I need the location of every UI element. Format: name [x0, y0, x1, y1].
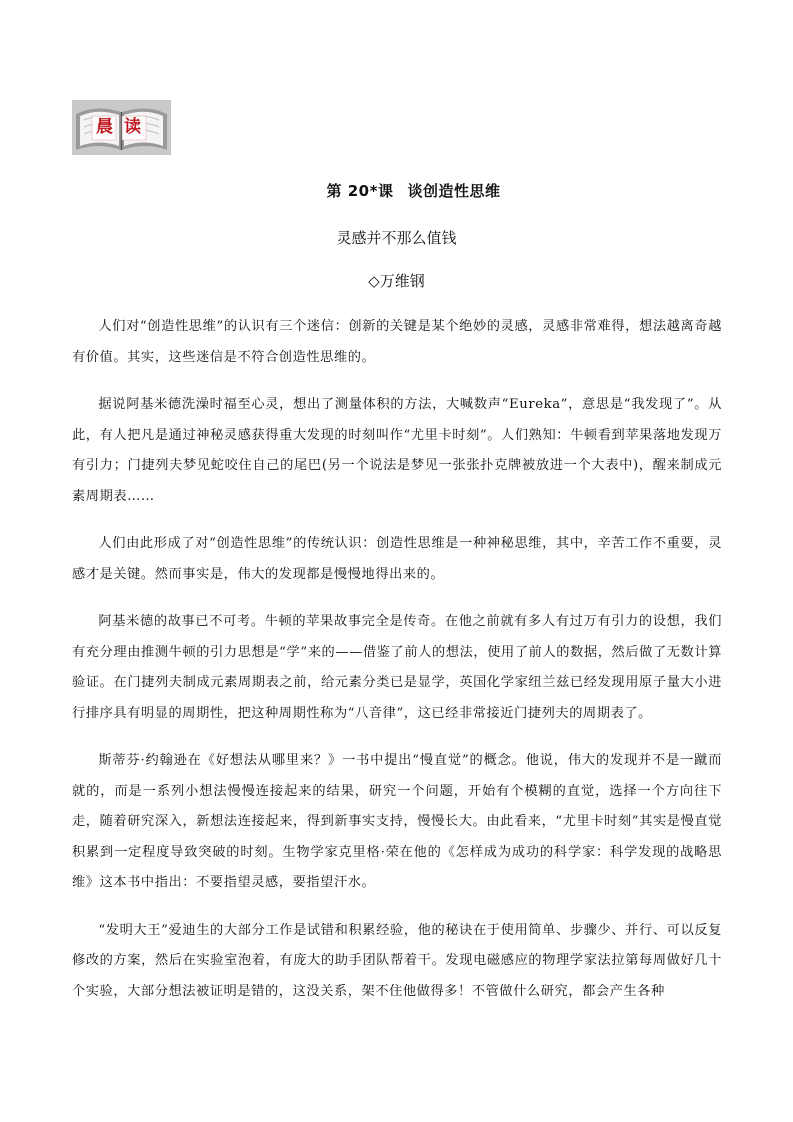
- logo-char-du: 读: [124, 117, 141, 137]
- article-author: ◇万维钢: [368, 272, 425, 290]
- paragraph-1: 人们对“创造性思维”的认识有三个迷信：创新的关键是某个绝妙的灵感，灵感非常难得，想法越离奇越有价值。其实，这些迷信是不符合创造性思维的。: [72, 319, 722, 365]
- open-book-icon: [72, 100, 171, 155]
- lesson-title: [0, 180, 793, 201]
- article-subtitle: 灵感并不那么值钱: [336, 229, 457, 247]
- lesson-name: 谈创造性思维: [407, 182, 501, 200]
- article-body: [72, 312, 722, 1024]
- chendu-logo: [72, 100, 171, 155]
- paragraph-2: 据说阿基米德洗澡时福至心灵，想出了测量体积的方法，大喊数声“Eureka”，意思是“我发现了”。从此，有人把凡是通过神秘灵感获得重大发现的时刻叫作“尤里卡时刻”。人们熟知：牛顿看到苹果落地发现万有引力；门捷列夫梦见蛇咬住自己的尾巴(另一个说法是梦见一张张扑克牌被放进一个大表中)，醒来制成元素周期表……: [72, 397, 722, 504]
- lesson-number: 第 20*课: [326, 182, 394, 200]
- logo-char-chen: 晨: [96, 117, 113, 137]
- paragraph-3: 人们由此形成了对“创造性思维”的传统认识：创造性思维是一种神秘思维，其中，辛苦工作不重要，灵感才是关键。然而事实是，伟大的发现都是慢慢地得出来的。: [72, 536, 722, 582]
- paragraph-6: “发明大王”爱迪生的大部分工作是试错和积累经验，他的秘诀在于使用简单、步骤少、并行、可以反复修改的方案，然后在实验室泡着，有庞大的助手团队帮着干。发现电磁感应的物理学家法拉第每周做好几十个实验，大部分想法被证明是错的，这没关系，架不住他做得多！不管做什么研究，都会产生各种: [72, 922, 722, 999]
- paragraph-4: 阿基米德的故事已不可考。牛顿的苹果故事完全是传奇。在他之前就有多人有过万有引力的设想，我们有充分理由推测牛顿的引力思想是“学”来的——借鉴了前人的想法，使用了前人的数据，然后做了无数计算验证。在门捷列夫制成元素周期表之前，给元素分类已是显学，英国化学家纽兰兹已经发现用原子量大小进行排序具有明显的周期性，把这种周期性称为“八音律”，这已经非常接近门捷列夫的周期表了。: [72, 614, 722, 721]
- paragraph-5: 斯蒂芬·约翰逊在《好想法从哪里来？》一书中提出“慢直觉”的概念。他说，伟大的发现并不是一蹴而就的，而是一系列小想法慢慢连接起来的结果，研究一个问题，开始有个模糊的直觉，选择一个方向往下走，随着研究深入，新想法连接起来，得到新事实支持，慢慢长大。由此看来，“尤里卡时刻”其实是慢直觉积累到一定程度导致突破的时刻。生物学家克里格·荣在他的《怎样成为成功的科学家：科学发现的战略思维》这本书中指出：不要指望灵感，要指望汗水。: [72, 753, 722, 890]
